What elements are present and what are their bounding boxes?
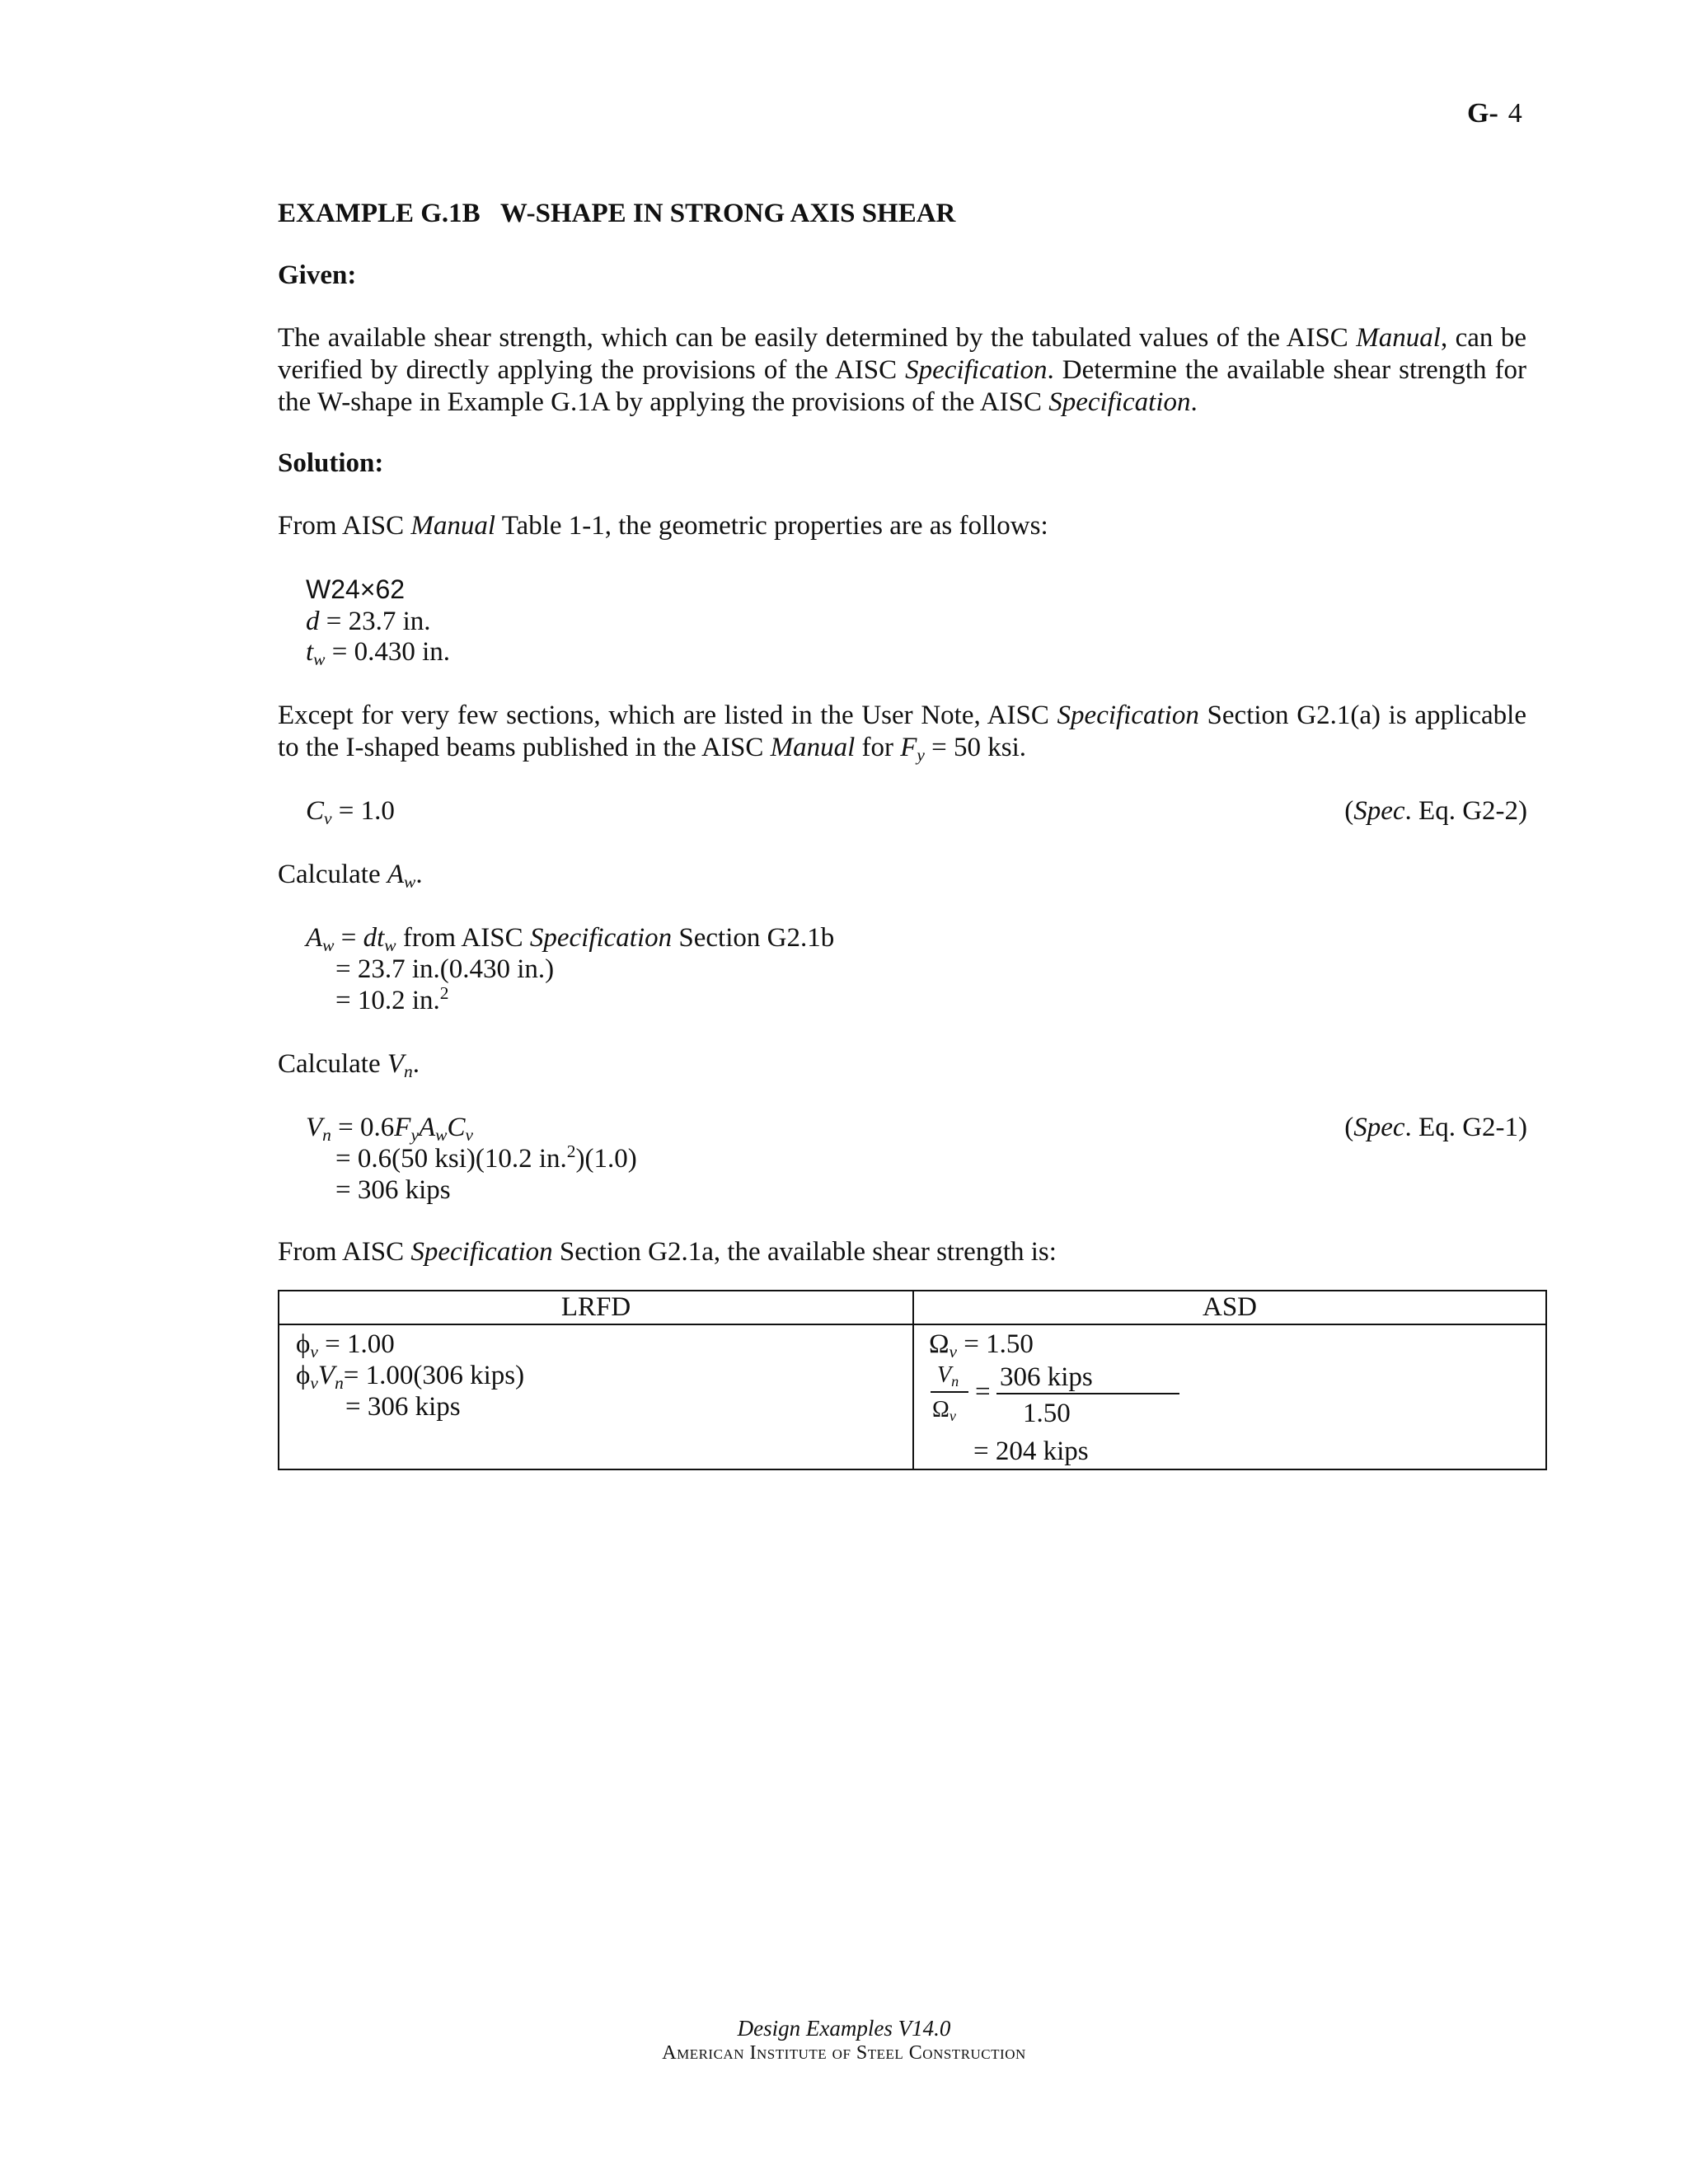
cv-symbol: C xyxy=(306,796,325,826)
asd-frac2-numerator: 306 kips xyxy=(1000,1361,1093,1392)
lrfd-phi-sub: v xyxy=(310,1341,318,1361)
vn-ref-rest: . Eq. G2-1) xyxy=(1404,1113,1527,1142)
lrfd-l2-phi: ϕ xyxy=(296,1360,311,1390)
asd-frac1-numerator xyxy=(937,1361,959,1389)
aw-subscript: w xyxy=(322,935,335,955)
cv-ref-open: ( xyxy=(1344,796,1354,826)
tw-subscript: w xyxy=(313,649,326,669)
from-spec-a: From AISC xyxy=(278,1237,411,1267)
lrfd-line-2 xyxy=(296,1360,524,1392)
solution-heading: Solution: xyxy=(278,448,384,478)
calc-vn-symbol: V xyxy=(387,1049,405,1079)
given-spec-1: Specification xyxy=(905,354,1048,385)
aw-equation-line-3 xyxy=(335,985,449,1017)
calc-vn-text: Calculate xyxy=(278,1049,387,1079)
cv-ref-spec: Spec xyxy=(1353,796,1405,826)
from-spec-b: Section G2.1a, the available shear strength is: xyxy=(552,1237,1057,1267)
footer-organization: American Institute of Steel Construction xyxy=(662,2042,1026,2064)
asd-frac-equals: = xyxy=(975,1376,991,1407)
except-manual: Manual xyxy=(770,732,856,762)
asd-line-3: = 204 kips xyxy=(973,1436,1089,1466)
aw-symbol: A xyxy=(306,923,323,953)
from-spec-text xyxy=(278,1236,1057,1268)
asd-omega-value: = 1.50 xyxy=(957,1329,1034,1359)
aw-result: = 10.2 in. xyxy=(335,986,440,1015)
calculate-vn-label xyxy=(278,1048,420,1080)
page-number-value: 4 xyxy=(1507,98,1522,129)
from-manual-manual: Manual xyxy=(410,511,496,541)
given-text-1: The available shear strength, which can be easily determined by the tabulated values of the AISC xyxy=(278,323,1357,353)
lrfd-l2-v: V xyxy=(317,1360,335,1390)
given-spec-2: Specification xyxy=(1048,387,1191,417)
aw-result-sup: 2 xyxy=(439,983,449,1004)
cv-reference xyxy=(1344,795,1527,827)
cv-subscript: v xyxy=(324,808,332,828)
aw-rest: Section G2.1b xyxy=(672,923,835,953)
given-heading: Given: xyxy=(278,260,357,290)
given-text-2: , can be verified by directly applying the provisions of the AISC xyxy=(278,323,1526,385)
asd-omega: Ω xyxy=(929,1329,950,1359)
vn-fy: F xyxy=(394,1113,411,1142)
depth-value: = 23.7 in. xyxy=(319,607,431,636)
vn-equation-line-3: = 306 kips xyxy=(335,1175,451,1205)
from-spec-spec: Specification xyxy=(410,1237,553,1267)
vn-ref-spec: Spec xyxy=(1353,1113,1405,1142)
vn-equals: = 0.6 xyxy=(331,1113,395,1142)
aw-equation-line-2: = 23.7 in.(0.430 in.) xyxy=(335,954,555,984)
asd-cell xyxy=(913,1324,1546,1469)
calculate-aw-label xyxy=(278,859,423,891)
lrfd-l2-value: = 1.00(306 kips) xyxy=(343,1360,525,1390)
lrfd-line-3: = 306 kips xyxy=(345,1391,461,1422)
page-prefix: G- xyxy=(1467,98,1498,129)
depth-symbol: d xyxy=(306,607,320,636)
results-table xyxy=(278,1290,1547,1470)
asd-line-1 xyxy=(929,1329,1034,1361)
except-d: = 50 ksi. xyxy=(924,732,1027,762)
vn-equation-line-1 xyxy=(306,1112,473,1144)
vn-reference xyxy=(1344,1112,1527,1144)
aw-spec: Specification xyxy=(529,923,673,953)
cv-equation xyxy=(306,795,395,827)
calc-aw-text: Calculate xyxy=(278,860,387,889)
except-spec: Specification xyxy=(1057,701,1199,730)
calc-aw-subscript: w xyxy=(404,872,416,892)
aw-equals: = xyxy=(334,923,363,953)
lrfd-header: LRFD xyxy=(279,1291,913,1324)
vn-l2b: )(1.0) xyxy=(575,1144,637,1174)
web-thickness-property xyxy=(306,636,450,668)
aw-from: from AISC xyxy=(396,923,530,953)
vn-ref-open: ( xyxy=(1344,1113,1354,1142)
vn-cv-sub: v xyxy=(465,1125,473,1145)
vn-aw-sub: w xyxy=(435,1125,448,1145)
except-c: for xyxy=(855,732,901,762)
given-manual: Manual xyxy=(1356,323,1441,353)
vn-symbol: V xyxy=(306,1113,323,1142)
vn-l2-sup: 2 xyxy=(566,1141,576,1162)
page-number xyxy=(1467,97,1522,130)
depth-property xyxy=(306,606,431,638)
asd-frac2-bar xyxy=(996,1393,1179,1394)
calc-aw-symbol: A xyxy=(387,860,405,889)
lrfd-cell xyxy=(279,1324,913,1469)
vn-fy-sub: y xyxy=(410,1125,419,1145)
except-a: Except for very few sections, which are listed in the User Note, AISC xyxy=(278,701,1057,730)
calc-vn-end: . xyxy=(412,1049,420,1079)
calc-vn-subscript: n xyxy=(404,1062,413,1081)
asd-header: ASD xyxy=(913,1291,1546,1324)
aw-equation-line-1 xyxy=(306,922,834,954)
asd-num-v-sub: n xyxy=(951,1373,959,1390)
shape-designation: W24×62 xyxy=(306,574,406,604)
lrfd-line-1 xyxy=(296,1329,395,1361)
asd-frac1-denominator xyxy=(932,1396,956,1423)
tw-value: = 0.430 in. xyxy=(325,637,451,667)
calc-aw-end: . xyxy=(415,860,423,889)
vn-l2a: = 0.6(50 ksi)(10.2 in. xyxy=(335,1144,567,1174)
lrfd-phi-value: = 1.00 xyxy=(317,1329,395,1359)
cv-ref-rest: . Eq. G2-2) xyxy=(1404,796,1527,826)
from-manual-a: From AISC xyxy=(278,511,411,541)
footer-title: Design Examples V14.0 xyxy=(737,2016,951,2041)
lrfd-l2-phi-sub: v xyxy=(310,1372,318,1393)
from-manual-text xyxy=(278,510,1048,542)
asd-frac2-denominator: 1.50 xyxy=(1023,1398,1071,1428)
asd-omega-sub: v xyxy=(949,1341,958,1361)
except-fy: F xyxy=(900,732,917,762)
given-text-3: . Determine the available shear strength for the W-shape in Example G.1A by applying the provisions of the AISC xyxy=(278,354,1526,417)
example-title: EXAMPLE G.1B W-SHAPE IN STRONG AXIS SHEAR xyxy=(278,199,956,228)
from-manual-b: Table 1-1, the geometric properties are as follows: xyxy=(495,511,1048,541)
except-fy-sub: y xyxy=(917,744,925,765)
aw-dt: dt xyxy=(363,923,385,953)
vn-equation-line-2 xyxy=(335,1143,637,1175)
asd-den-omega: Ω xyxy=(932,1396,950,1422)
given-paragraph xyxy=(278,322,1526,419)
except-b: Section G2.1(a) is applicable to the I-shaped beams published in the AISC xyxy=(278,701,1526,762)
lrfd-phi: ϕ xyxy=(296,1329,311,1359)
given-text-4: . xyxy=(1190,387,1198,417)
asd-den-omega-sub: v xyxy=(949,1408,956,1425)
vn-aw: A xyxy=(418,1113,436,1142)
tw-symbol: t xyxy=(306,637,314,667)
except-paragraph xyxy=(278,700,1526,764)
asd-frac1-bar xyxy=(931,1391,968,1393)
aw-dt-subscript: w xyxy=(384,935,396,955)
lrfd-l2-v-sub: n xyxy=(335,1372,344,1393)
asd-num-v: V xyxy=(937,1361,952,1388)
vn-subscript: n xyxy=(322,1125,331,1145)
vn-cv: C xyxy=(447,1113,466,1142)
cv-value: = 1.0 xyxy=(331,796,395,826)
